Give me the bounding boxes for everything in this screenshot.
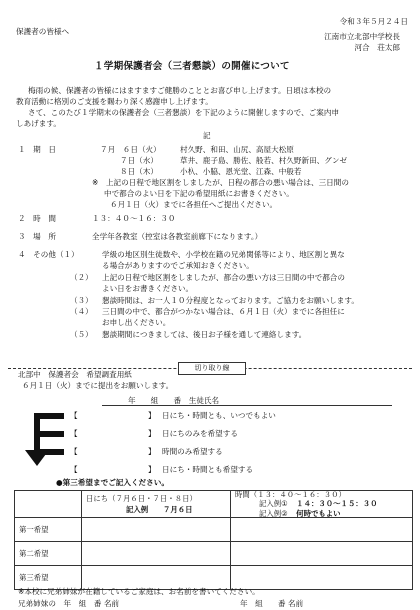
section-1-label: １ 期 日 [18,145,56,154]
areas-2: 草井、鹿子島、勝佐、般若、村久野新田、グンゼ [180,156,348,165]
row-label-2: 第二希望 [15,542,82,566]
table-row [15,542,413,566]
intro-line-3: さて、このたび１学期末の保護者会（三者懇談）を下記のように開催しますので、ご案内申 [28,108,340,117]
preference-table [14,490,413,590]
time-ex2-value: 何時でもよい [296,508,341,518]
school-name: 江南市立北部中学校長 [324,32,400,41]
issue-date: 令和３年５月２４日 [339,17,408,26]
ki-heading: 記 [203,131,211,140]
section-2-label: ２ 時 間 [18,214,56,223]
time-ex1-label: 記入例① [259,499,288,509]
date-col-header: 日にち（７月６日・７日・８日） [86,493,197,503]
intro-line-1: 梅雨の候、保護者の皆様にはますますご健勝のこととお喜び申し上げます。日頃は本校の [28,86,332,95]
choice-4[interactable]: 日にち・時間とも希望する [162,465,254,474]
intro-line-2: 教育活動に格別のご支援を賜わり深く感謝申し上げます。 [16,97,213,106]
sibling-left[interactable]: 兄弟姉妹の 年 組 番 名前 [18,599,120,608]
other-item-3: 懇談時間は、お一人１０分程度となっております。ご協力をお願いします。 [102,296,359,305]
choice-2-open: 【 [70,429,78,438]
principal-name: 河合 荘太郎 [354,43,400,52]
choice-1-open: 【 [70,411,78,420]
date-col-example: 記入例 ７月６日 [126,505,193,515]
other-num-5: （５） [70,330,93,339]
first-date-input[interactable] [82,518,231,542]
choice-3-close: 】 [148,447,156,456]
section-1-note-2: 中で都合のよい日を下記の希望用紙にお書きください。 [104,189,294,198]
section-4-label: ４ その他（１） [18,250,79,259]
intro-line-4: しあげます。 [16,119,61,128]
other-item-4a: 三日間の中で、都合がつかない場合は、６月１日（火）までに各担任に [102,307,345,316]
section-3-value: 全学年各教室（控室は各教室前廊下になります。） [92,232,263,241]
date-header-cell [82,491,231,518]
choice-4-close: 】 [148,465,156,474]
student-line-underline [102,405,392,406]
section-1-note-1: ※ 上記の日程で地区割をしましたが、日程の都合の悪い場合は、三日間の [92,178,349,187]
date-3: ８日（木） [120,167,158,176]
choice-2-close: 】 [148,429,156,438]
other-num-2: （２） [70,273,93,282]
row-label-1: 第一希望 [15,518,82,542]
section-3-label: ３ 場 所 [18,232,56,241]
sibling-note: ※本校に兄弟姉妹が在籍しているご家庭は、お名前を書いてください。 [18,587,260,596]
recipient: 保護者の皆様へ [16,27,70,36]
other-item-4b: お申し出ください。 [102,318,171,327]
other-item-2a: 上記の日程で地区割をしましたが、都合の悪い方は三日間の中で都合の [102,273,345,282]
form-heading: 北部中 保護者会 希望調査用紙 [18,370,132,379]
section-1-note-3: ６月１日（火）までに各担任へご提出ください。 [110,200,278,209]
other-item-2b: よい日をお書きください。 [102,284,194,293]
other-item-1a: 学級の地区別生徒数や、小学校在籍の兄弟関係等により、地区割と異な [102,250,345,259]
second-time-input[interactable] [231,542,413,566]
choice-3[interactable]: 時間のみ希望する [162,447,223,456]
choice-1-close: 】 [148,411,156,420]
table-corner [15,491,82,518]
other-item-1b: る場合がありますのでご承知おきください。 [102,261,254,270]
other-num-4: （４） [70,307,93,316]
choice-4-open: 【 [70,465,78,474]
time-ex2-label: 記入例② [259,508,288,518]
time-ex1-value: １４：３０～１５：３０ [296,499,378,509]
form-deadline: ６月１日（火）までに提出をお願いします。 [22,381,174,390]
time-col-header: 時間（１３：４０～１６：３０） [235,490,346,499]
row-label-3: 第三希望 [15,566,82,590]
areas-3: 小杁、小脇、恩光堂、江森、中般若 [180,167,302,176]
time-header-cell [231,491,413,518]
cut-line-label: 切り取り線 [178,362,246,375]
choice-3-open: 【 [70,447,78,456]
document-title: １学期保護者会（三者懇談）の開催について [94,61,290,72]
fill-title: ●第三希望までご記入ください。 [56,478,169,487]
section-2-value: １３：４０～１６：３０ [92,214,176,223]
other-num-3: （３） [70,296,93,305]
other-item-5: 懇談期間につきましては、後日お子様を通して連絡します。 [102,330,307,339]
choice-1[interactable]: 日にち・時間とも、いつでもよい [162,411,276,420]
choice-2[interactable]: 日にちのみを希望する [162,429,238,438]
date-1: ７月 ６日（火） [100,145,161,154]
sibling-right[interactable]: 年 組 番 名前 [240,599,304,608]
areas-1: 村久野、和田、山尻、高屋大松原 [180,145,294,154]
date-2: ７日（水） [120,156,158,165]
student-line: 年 組 番 生徒氏名 [128,396,220,405]
first-time-input[interactable] [231,518,413,542]
second-date-input[interactable] [82,542,231,566]
table-row [15,518,413,542]
